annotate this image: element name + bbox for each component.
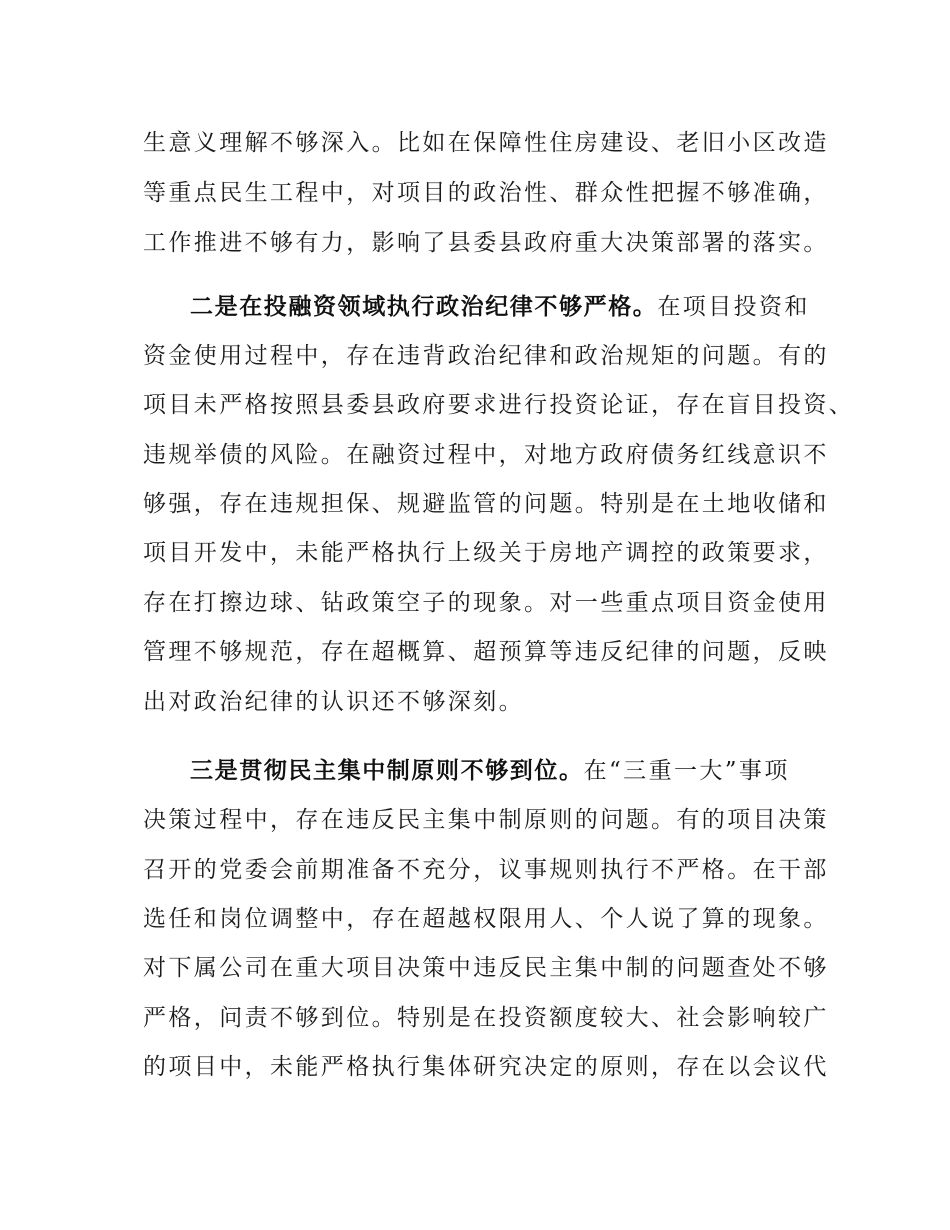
p1-line-2: 等重点民生工程中，对项目的政治性、群众性把握不够准确， [143, 180, 829, 206]
p2-line-1-rest: 在项目投资和 [657, 294, 810, 320]
p3-line-6: 严格，问责不够到位。特别是在投资额度较大、社会影响较广 [143, 1005, 829, 1031]
p2-line-6: 项目开发中，未能严格执行上级关于房地产调控的政策要求， [143, 540, 829, 566]
p3-line-2: 决策过程中，存在违反民主集中制原则的问题。有的项目决策 [143, 807, 829, 833]
p3-line-7: 的项目中，未能严格执行集体研究决定的原则，存在以会议代 [143, 1054, 829, 1080]
p2-line-1 [190, 287, 810, 327]
p2-line-2: 资金使用过程中，存在违背政治纪律和政治规矩的问题。有的 [143, 343, 829, 369]
p2-line-7: 存在打擦边球、钻政策空子的现象。对一些重点项目资金使用 [143, 590, 829, 616]
p3-line-1 [190, 751, 790, 791]
p2-line-4: 违规举债的风险。在融资过程中，对地方政府债务红线意识不 [143, 442, 829, 468]
p2-heading: 二是在投融资领域执行政治纪律不够严格。 [190, 294, 658, 320]
p1-line-1: 生意义理解不够深入。比如在保障性住房建设、老旧小区改造 [143, 130, 829, 156]
p2-line-3: 项目未严格按照县委县政府要求进行投资论证，存在盲目投资、 [143, 392, 855, 418]
p3-line-3: 召开的党委会前期准备不充分，议事规则执行不严格。在干部 [143, 857, 829, 883]
p3-heading: 三是贯彻民主集中制原则不够到位。 [190, 758, 584, 784]
p2-line-9: 出对政治纪律的认识还不够深刻。 [143, 689, 524, 715]
p2-line-8: 管理不够规范，存在超概算、超预算等违反纪律的问题，反映 [143, 639, 829, 665]
p1-line-3: 工作推进不够有力，影响了县委县政府重大决策部署的落实。 [143, 230, 829, 256]
p3-line-5: 对下属公司在重大项目决策中违反民主集中制的问题查处不够 [143, 955, 829, 981]
p3-line-4: 选任和岗位调整中，存在超越权限用人、个人说了算的现象。 [143, 906, 829, 932]
p2-line-5: 够强，存在违规担保、规避监管的问题。特别是在土地收储和 [143, 491, 829, 517]
p3-line-1-rest: 在“三重一大”事项 [583, 758, 790, 784]
